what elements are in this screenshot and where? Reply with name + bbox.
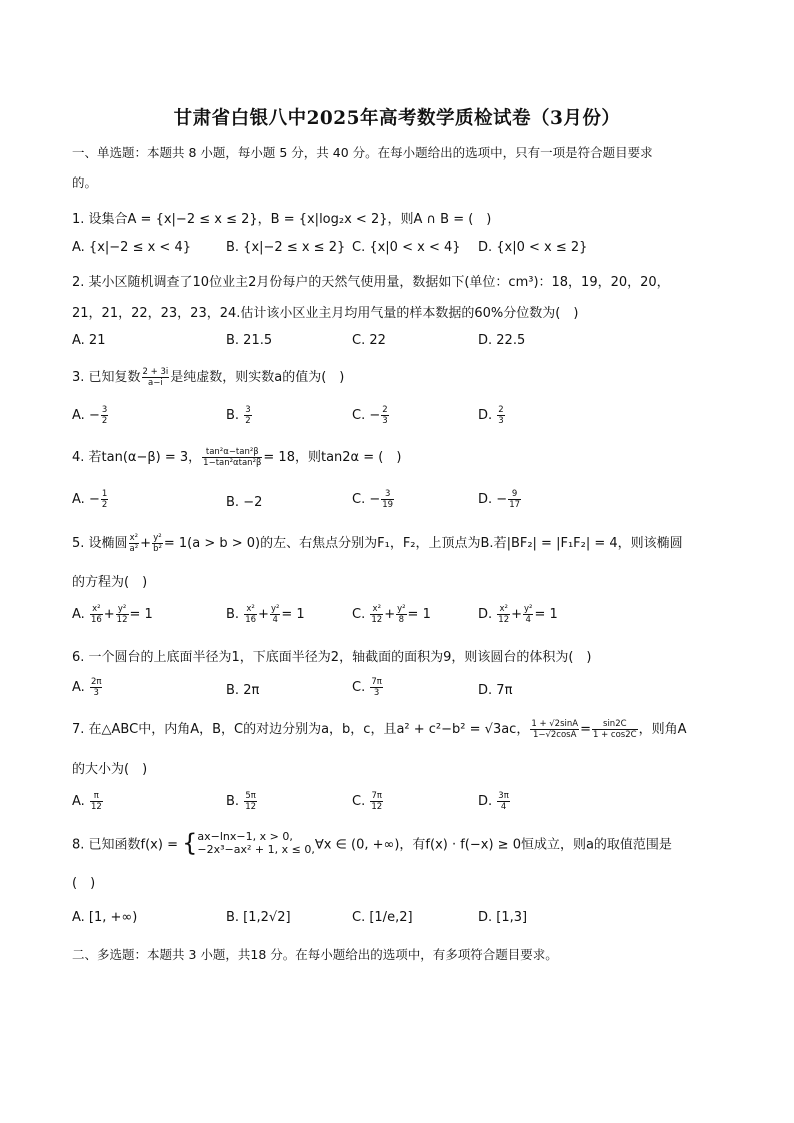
question-7-option-a: [72, 791, 104, 812]
question-8-pre: 8. 已知函数f(x) =: [72, 837, 178, 853]
question-1-option-a: A. {x|−2 ≤ x < 4}: [72, 240, 191, 255]
question-1-option-c: C. {x|0 < x < 4}: [352, 240, 461, 255]
question-2-line-2: 21，21，22，23，23，24.估计该小区业主月均用气量的样本数据的60%分位数为( ): [72, 306, 579, 321]
option-label: B.: [226, 607, 240, 622]
question-2-option-a: A. 21: [72, 333, 106, 348]
fraction-den: 16: [245, 615, 257, 625]
fraction-num: x²: [370, 604, 383, 615]
option-label: C.: [352, 794, 366, 809]
fraction-den: 8: [398, 615, 405, 625]
option-label: D.: [478, 408, 493, 423]
option-label: B.: [226, 408, 240, 423]
option-fraction-x: [497, 604, 510, 625]
question-1-option-b: B. {x|−2 ≤ x ≤ 2}: [226, 240, 346, 255]
option-sign: −: [369, 408, 381, 423]
equals-one: = 1: [281, 607, 305, 622]
question-5-option-a: A. $\frac{\text{x²}}{16}$ + $\frac{\text{y²}}{12}$ = 1: [72, 604, 153, 625]
question-7-fraction-right: [592, 719, 638, 740]
question-7-option-b: [226, 791, 258, 812]
question-8-option-c: C. [1/e,2]: [352, 910, 413, 925]
question-3-option-a: [72, 405, 109, 426]
question-2-option-d: D. 22.5: [478, 333, 526, 348]
option-label: A.: [72, 408, 85, 423]
option-label: B.: [226, 683, 240, 698]
fraction-den: b²: [153, 544, 162, 554]
piecewise-case-2: −2x³−ax² + 1, x ≤ 0,: [197, 843, 315, 856]
option-fraction-den: 17: [509, 500, 521, 510]
option-text: −: [88, 492, 100, 507]
option-fraction-den: 2: [101, 500, 108, 510]
equals-sign: =: [580, 722, 591, 737]
option-fraction: [101, 405, 108, 426]
option-fraction: [381, 405, 388, 426]
option-text: −2: [243, 495, 263, 510]
fraction-den: 4: [525, 615, 531, 625]
option-fraction: [370, 677, 383, 698]
fraction-den: 16: [90, 615, 102, 625]
question-3-fraction: [142, 367, 170, 388]
fraction-den: 1−√2cosA: [532, 730, 577, 740]
section-2-heading: 二、多选题：本题共 3 小题，共18 分。在每小题给出的选项中，有多项符合题目要求。: [72, 947, 558, 962]
fraction-num: 1 + √2sinA: [531, 719, 579, 729]
question-6-stem: 6. 一个圆台的上底面半径为1，下底面半径为2，轴截面的面积为9，则该圆台的体积为( ): [72, 650, 592, 665]
question-4-fraction: [202, 447, 262, 468]
option-label: C.: [352, 680, 366, 695]
plus-sign: +: [140, 536, 152, 551]
question-5-option-b: B. $\frac{\text{x²}}{16}$ + $\frac{\text{y²}}{4}$ = 1: [226, 604, 305, 625]
fraction-num: 3π: [498, 791, 509, 801]
question-6-option-a: [72, 677, 103, 698]
question-3-fraction-num: 2 + 3i: [142, 367, 169, 377]
fraction-den: 3: [93, 688, 99, 698]
question-4-post: = 18，则tan2α = ( ): [263, 450, 402, 465]
fraction-den: 4: [500, 802, 507, 812]
piecewise-cases: [197, 830, 314, 856]
question-7-fraction-left: [530, 719, 579, 740]
option-label: A.: [72, 607, 85, 622]
equals-one: = 1: [407, 607, 431, 622]
option-fraction: [90, 791, 103, 812]
question-7-option-d: [478, 791, 511, 812]
option-fraction: [381, 489, 394, 510]
fraction-num: x²: [244, 604, 257, 615]
option-label: D.: [478, 607, 493, 622]
question-7-pre: 7. 在△ABC中，内角A，B，C的对边分别为a，b，c，且a² + c²−b² = √3ac，: [72, 722, 530, 737]
option-fraction: [244, 791, 257, 812]
option-fraction-x: [244, 604, 257, 625]
question-7-stem: [72, 718, 732, 740]
question-5-fraction-y: [152, 533, 163, 554]
fraction-num: y²: [524, 604, 533, 614]
question-1-option-d: D. {x|0 < x ≤ 2}: [478, 240, 588, 255]
option-fraction-y: [270, 604, 280, 625]
equals-one: = 1: [534, 607, 558, 622]
option-fraction-den: 2: [101, 416, 108, 426]
fraction-num: 7π: [371, 791, 383, 801]
question-7-option-c: [352, 791, 384, 812]
fraction-num: sin2C: [592, 719, 638, 730]
option-text: −: [496, 492, 508, 507]
option-label: C.: [352, 607, 366, 622]
question-3-option-c: [352, 405, 390, 426]
question-3-post: 是纯虚数，则实数a的值为( ): [170, 370, 345, 385]
option-fraction: [244, 405, 251, 426]
option-label: A.: [72, 680, 85, 695]
option-fraction: [508, 489, 521, 510]
question-5-pre: 5. 设椭圆: [72, 536, 128, 551]
fraction-den: 12: [498, 615, 510, 625]
question-4-option-a: [72, 489, 109, 510]
option-fraction-num: 1: [101, 489, 108, 499]
option-fraction-den: 19: [382, 500, 394, 510]
option-fraction-den: 2: [245, 416, 251, 426]
fraction-den: 12: [116, 615, 128, 625]
question-7-post: ，则角A: [638, 722, 687, 737]
option-fraction: [497, 791, 510, 812]
section-1-line-2: 的。: [72, 175, 98, 190]
option-fraction-y: [396, 604, 406, 625]
option-label: C.: [352, 492, 366, 507]
option-label: A.: [72, 794, 85, 809]
fraction-num: y²: [116, 604, 129, 615]
question-1-stem: 1. 设集合A = {x|−2 ≤ x ≤ 2}，B = {x|log₂x < 2}，则A ∩ B = ( ): [72, 212, 492, 227]
option-fraction: [370, 791, 383, 812]
fraction-den: a²: [129, 544, 139, 554]
section-1-heading: [72, 138, 732, 198]
question-6-option-b: [226, 683, 259, 698]
question-4-option-b: [226, 495, 262, 510]
fraction-num: 5π: [245, 791, 256, 801]
page-title: 甘肃省白银八中2025年高考数学质检试卷（3月份）: [173, 108, 621, 129]
fraction-num: y²: [153, 533, 162, 543]
question-8-option-d: D. [1,3]: [478, 910, 528, 925]
question-5-stem: [72, 532, 732, 554]
fraction-num: y²: [397, 604, 406, 614]
fraction-den: 3: [373, 688, 380, 698]
fraction-num: x²: [129, 533, 139, 543]
option-label: B.: [226, 495, 240, 510]
option-fraction-y: [116, 604, 129, 625]
equals-one: = 1: [129, 607, 153, 622]
fraction-den: 12: [245, 802, 257, 812]
question-4-pre: 4. 若tan(α−β) = 3，: [72, 450, 202, 465]
question-8-stem: [72, 830, 732, 856]
question-4-option-d: [478, 489, 522, 510]
option-fraction-x: [370, 604, 383, 625]
option-label: D.: [478, 492, 493, 507]
option-label: D.: [478, 683, 493, 698]
option-fraction: [101, 489, 108, 510]
fraction-den: 1 + cos2C: [592, 730, 637, 740]
question-8-post: ∀x ∈ (0, +∞)，有f(x) · f(−x) ≥ 0恒成立，则a的取值范围是: [314, 837, 672, 853]
option-fraction-num: 2: [382, 405, 388, 415]
option-text: 7π: [496, 683, 513, 698]
question-3-option-d: [478, 405, 506, 426]
option-fraction-num: 3: [101, 405, 108, 415]
option-label: A.: [72, 492, 85, 507]
question-6-option-c: [352, 677, 384, 698]
question-5-line-2: 的方程为( ): [72, 575, 148, 590]
question-2-option-b: B. 21.5: [226, 333, 273, 348]
fraction-den: 12: [90, 802, 102, 812]
option-fraction: [90, 677, 103, 698]
piecewise-case-1: ax−lnx−1, x > 0,: [197, 830, 293, 843]
option-text: −: [369, 492, 381, 507]
fraction-den: 12: [371, 615, 383, 625]
option-text: 2π: [243, 683, 260, 698]
question-7-line-2: 的大小为( ): [72, 762, 148, 777]
option-fraction-den: 3: [498, 416, 504, 426]
piecewise-brace-icon: {: [182, 829, 198, 857]
option-fraction-den: 3: [382, 416, 388, 426]
option-fraction-x: [90, 604, 103, 625]
section-1-line-1: 一、单选题：本题共 8 小题，每小题 5 分，共 40 分。在每小题给出的选项中，只有一项是符合题目要求: [72, 145, 653, 160]
option-fraction-num: 3: [381, 489, 394, 500]
fraction-num: 7π: [371, 677, 382, 687]
fraction-num: y²: [270, 604, 280, 614]
question-2-line-1: 2. 某小区随机调查了10位业主2月份每户的天然气使用量，数据如下(单位：cm³)：18，19，20，20，: [72, 275, 670, 290]
question-4-fraction-num: tan²α−tan²β: [202, 447, 262, 458]
question-4-fraction-den: 1−tan²αtan²β: [203, 458, 262, 468]
question-3-stem: [72, 366, 732, 388]
option-fraction: [497, 405, 504, 426]
question-2-option-c: C. 22: [352, 333, 386, 348]
question-8-line-2: ( ): [72, 876, 96, 891]
question-5-post: = 1(a > b > 0)的左、右焦点分别为F₁，F₂，上顶点为B.若|BF₂| = |F₁F₂| = 4，则该椭圆: [163, 536, 683, 551]
question-3-pre: 3. 已知复数: [72, 370, 141, 385]
option-label: C.: [352, 408, 366, 423]
question-5-option-c: C. $\frac{\text{x²}}{12}$ + $\frac{\text{y²}}{8}$ = 1: [352, 604, 431, 625]
fraction-num: x²: [497, 604, 510, 615]
question-5-option-d: D. $\frac{\text{x²}}{12}$ + $\frac{\text{y²}}{4}$ = 1: [478, 604, 558, 625]
option-fraction-num: 9: [508, 489, 521, 500]
option-fraction-num: 3: [245, 405, 251, 415]
question-8-option-a: A. [1, +∞): [72, 910, 138, 925]
question-6-option-d: [478, 683, 512, 698]
fraction-den: 12: [371, 802, 383, 812]
fraction-num: 2π: [90, 677, 102, 687]
question-8-option-b: B. [1,2√2]: [226, 910, 291, 925]
option-sign: −: [88, 408, 100, 423]
question-3-option-b: [226, 405, 253, 426]
question-4-stem: [72, 446, 732, 468]
question-3-fraction-den: a−i: [148, 378, 163, 388]
question-4-option-c: [352, 489, 395, 510]
fraction-num: x²: [90, 604, 103, 615]
option-label: B.: [226, 794, 240, 809]
fraction-den: 4: [272, 615, 278, 625]
option-fraction-y: [523, 604, 533, 625]
question-5-fraction-x: [129, 533, 140, 554]
option-label: D.: [478, 794, 493, 809]
fraction-num: π: [90, 791, 103, 802]
option-fraction-num: 2: [498, 405, 504, 415]
